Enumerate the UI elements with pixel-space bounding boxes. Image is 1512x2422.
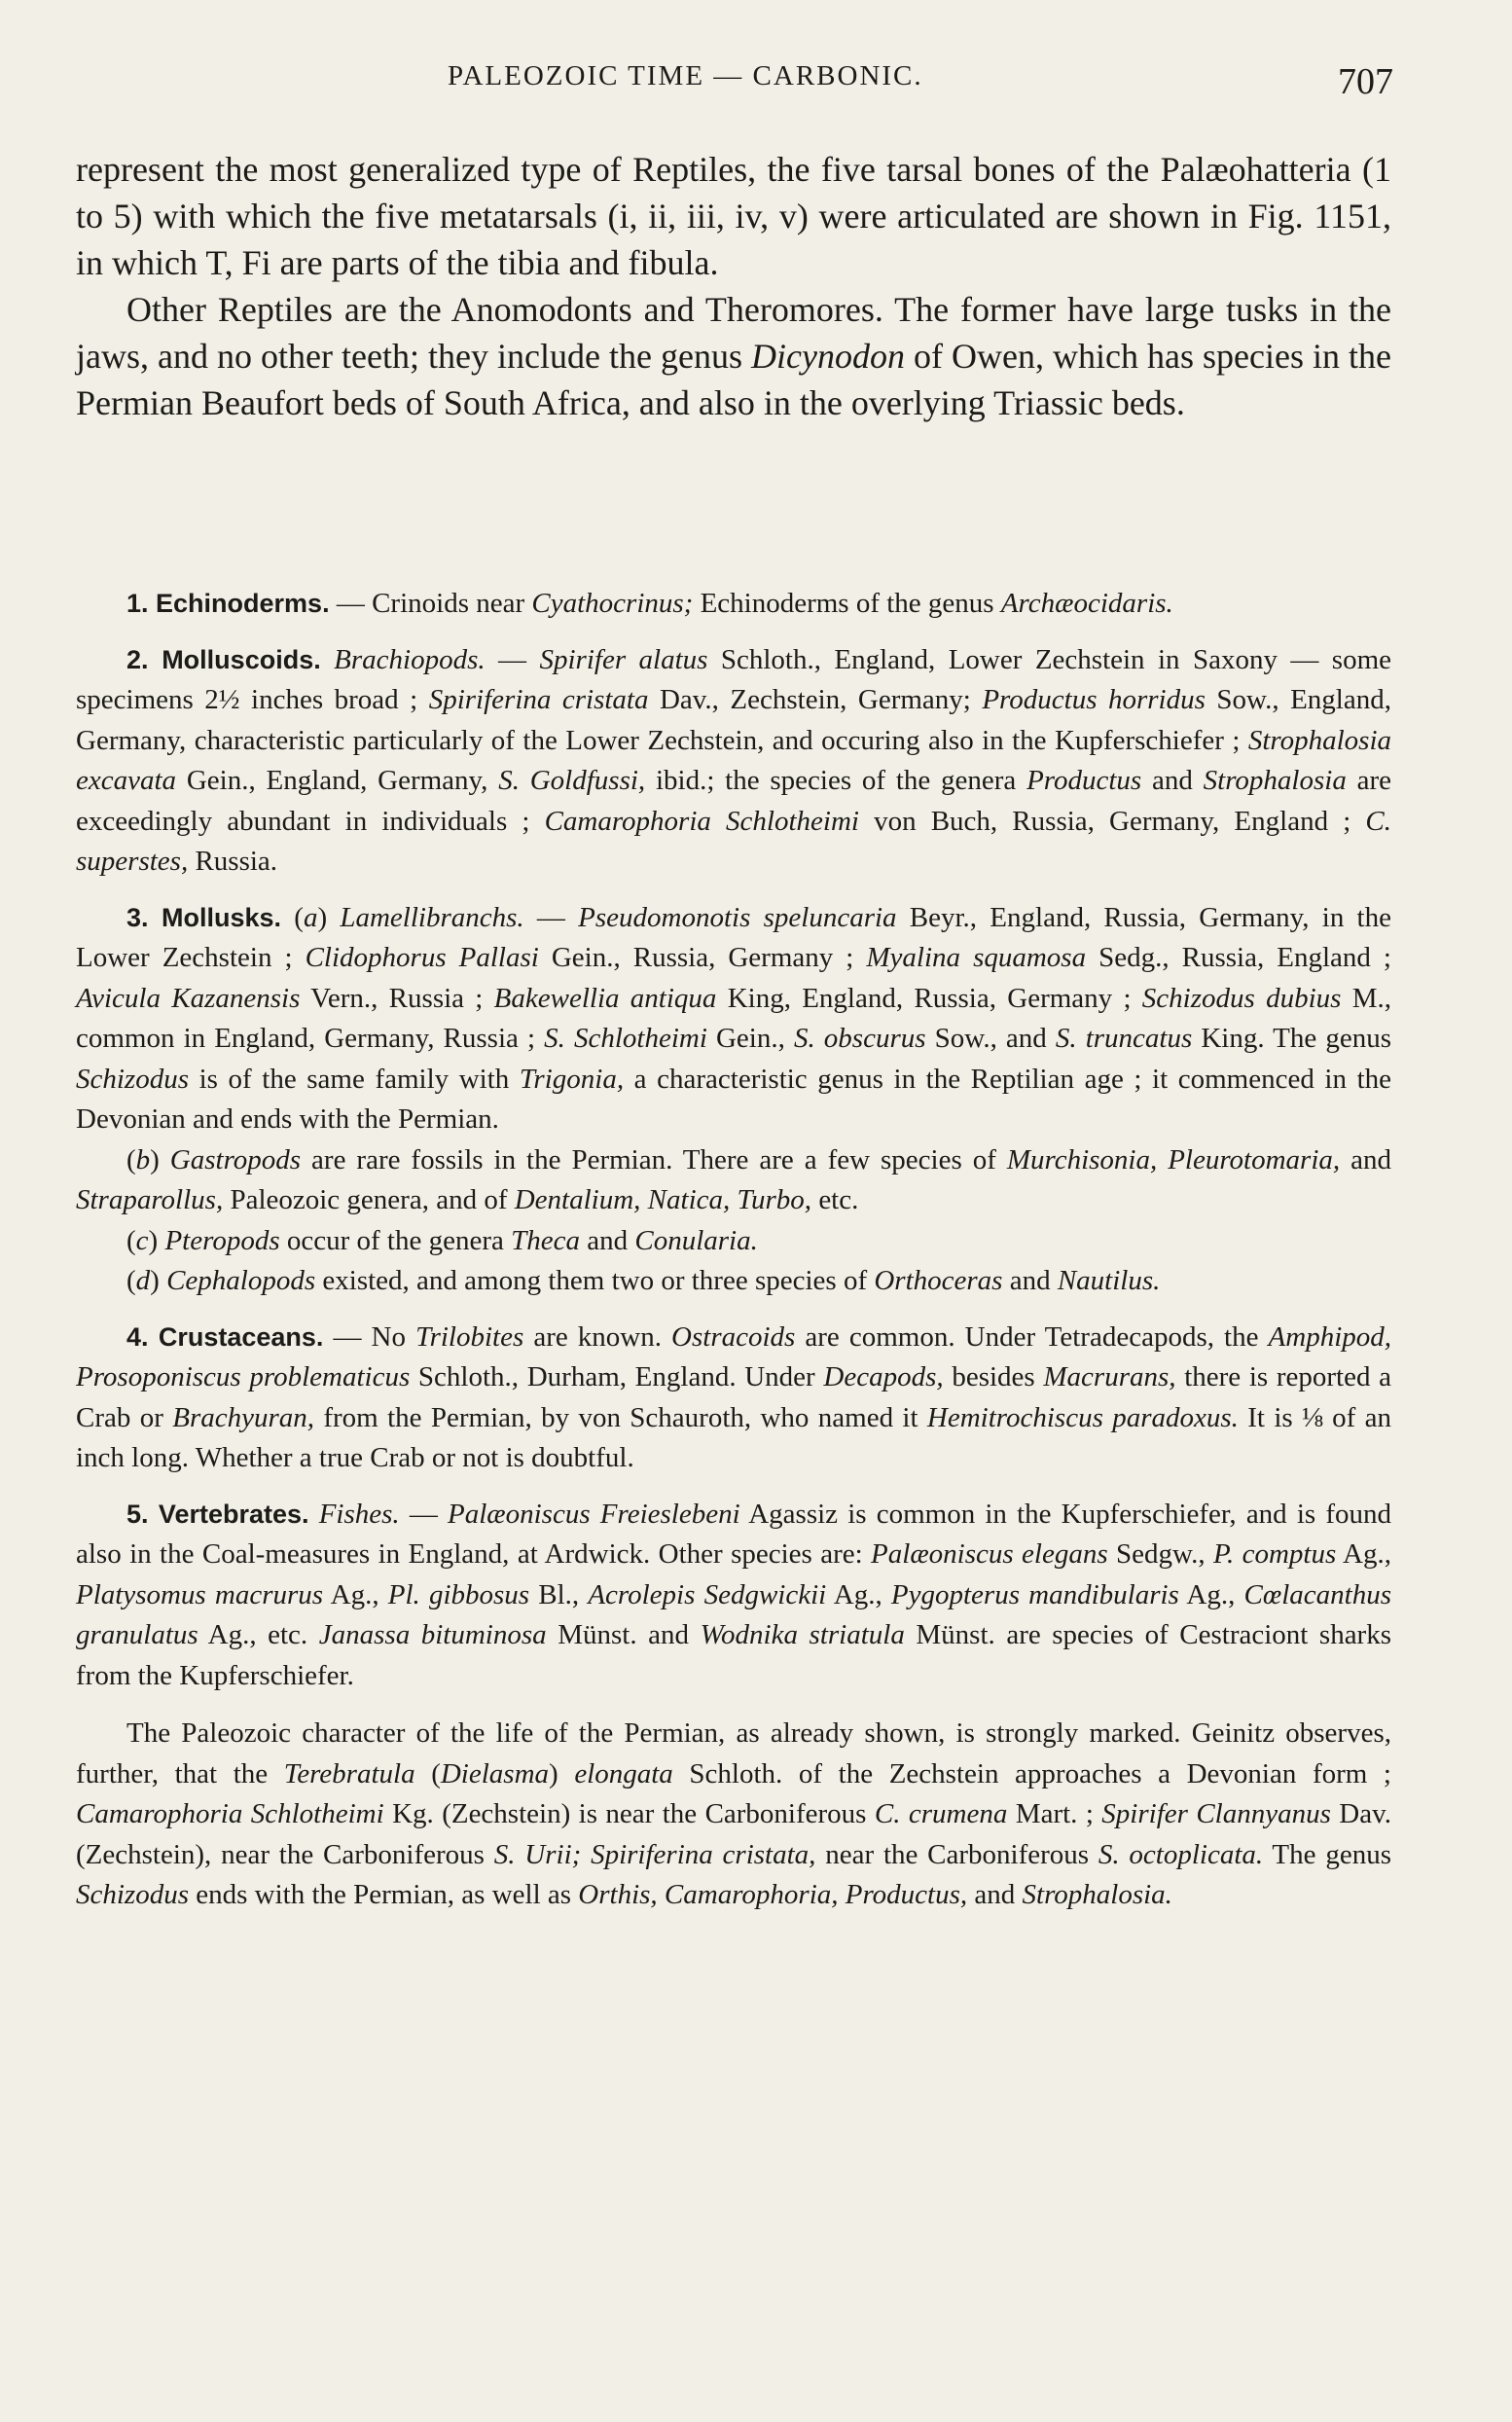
section-molluscoids: 2. Molluscoids. Brachiopods. — Spirifer alatus Schloth., England, Lower Zechstein in Saxony — some specimens 2½ inches broad ; Spiriferina cristata Dav., Zechstein, Germany; Productus horridus Sow., England, Germany, characteristic particularly of the Lower Zechstein, and occuring also in the Kupferschiefer ; Strophalosia excavata Gein., England, Germany, S. Goldfussi, ibid.; the species of the genera Productus and Strophalosia are exceedingly abundant in individuals ; Camarophoria Schlotheimi von Buch, Russia, Germany, England ; C. superstes, Russia. xyxy=(76,643,1392,877)
paragraph-reptiles: represent the most generalized type of Reptiles, the five tarsal bones of the Palæohatteria (1 to 5) with which the five metatarsals (i, ii, iii, iv, v) were articulated are shown in Fig. 1151, in which T, Fi are parts of the tibia and fibula. xyxy=(76,150,1391,282)
section-vertebrates: 5. Vertebrates. Fishes. — Palæoniscus Freieslebeni Agassiz is common in the Kupferschiefer, and is found also in the Coal-measures in England, at Ardwick. Other species are: Palæoniscus elegans Sedgw., P. comptus Ag., Platysomus macrurus Ag., Pl. gibbosus Bl., Acrolepis Sedgwickii Ag., Pygopterus mandibularis Ag., Cœlacanthus granulatus Ag., etc. Janassa bituminosa Münst. and Wodnika striatula Münst. are species of Cestraciont sharks from the Kupferschiefer. xyxy=(76,1498,1392,1691)
section-echinoderms: 1. Echinoderms. — Crinoids near Cyathocrinus; Echinoderms of the genus Archæocidaris. xyxy=(126,588,1173,619)
paragraph-paleozoic-character: The Paleozoic character of the life of the Permian, as already shown, is strongly marked. Geinitz observes, further, that the Terebratula (Dielasma) elongata Schloth. of the Zechstein approaches a Devonian form ; Camarophoria Schlotheimi Kg. (Zechstein) is near the Carboniferous C. crumena Mart. ; Spirifer Clannyanus Dav. (Zechstein), near the Carboniferous S. Urii; Spiriferina cristata, near the Carboniferous S. octoplicata. The genus Schizodus ends with the Permian, as well as Orthis, Camarophoria, Productus, and Strophalosia. xyxy=(76,1717,1391,1910)
section-heading: 1. Echinoderms. xyxy=(126,589,330,618)
section-crustaceans: 4. Crustaceans. — No Trilobites are known. Ostracoids are common. Under Tetradecapods, the Amphipod, Prosoponiscus problematicus Schloth., Durham, England. Under Decapods, besides Macrurans, there is reported a Crab or Brachyuran, from the Permian, by von Schauroth, who named it Hemitrochiscus paradoxus. It is ⅛ of an inch long. Whether a true Crab or not is doubtful. xyxy=(76,1320,1392,1473)
page-number: 707 xyxy=(1338,61,1393,102)
main-text xyxy=(76,146,1391,426)
subsection-pteropods: (c) Pteropods occur of the genera Theca and Conularia. xyxy=(126,1224,758,1256)
subsection-cephalopods: (d) Cephalopods existed, and among them two or three species of Orthoceras and Nautilus. xyxy=(126,1265,1161,1296)
section-heading: 4. Crustaceans. xyxy=(126,1321,324,1352)
section-mollusks: 3. Mollusks. (a) Lamellibranchs. — Pseudomonotis speluncaria Beyr., England, Russia, Germany, in the Lower Zechstein ; Clidophorus Pallasi Gein., Russia, Germany ; Myalina squamosa Sedg., Russia, England ; Avicula Kazanensis Vern., Russia ; Bakewellia antiqua King, England, Russia, Germany ; Schizodus dubius M., common in England, Germany, Russia ; S. Schlotheimi Gein., S. obscurus Sow., and S. truncatus King. The genus Schizodus is of the same family with Trigonia, a characteristic genus in the Reptilian age ; it commenced in the Devonian and ends with the Permian. xyxy=(76,901,1392,1135)
paragraph-anomodonts: Other Reptiles are the Anomodonts and Theromores. The former have large tusks in the jaws, and no other teeth; they include the genus Dicynodon of Owen, which has species in the Permian Beaufort beds of South Africa, and also in the overlying Triassic beds. xyxy=(76,290,1392,422)
fossil-list xyxy=(76,584,1391,1916)
section-heading: 5. Vertebrates. xyxy=(126,1499,309,1529)
subsection-gastropods: (b) Gastropods are rare fossils in the Permian. There are a few species of Murchisonia, Pleurotomaria, and Straparollus, Paleozoic genera, and of Dentalium, Natica, Turbo, etc. xyxy=(76,1143,1391,1215)
section-heading: 2. Molluscoids. xyxy=(126,644,321,674)
running-head: PALEOZOIC TIME — CARBONIC. xyxy=(448,60,923,91)
section-heading: 3. Mollusks. xyxy=(126,902,282,932)
